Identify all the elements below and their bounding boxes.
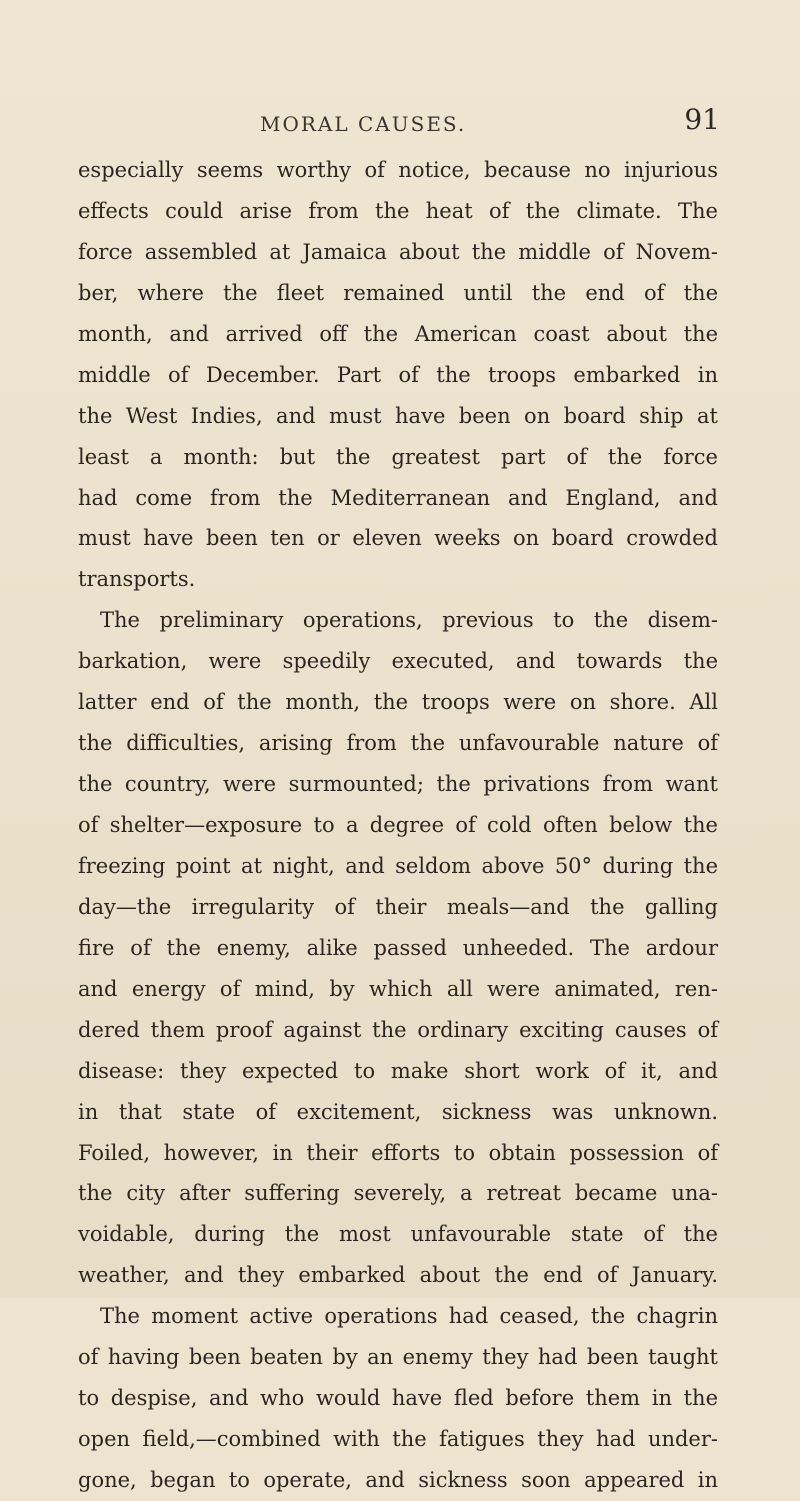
running-header (80, 103, 720, 143)
text-line-30: of having been beaten by an enemy they had been taught (78, 1345, 718, 1370)
text-line-20: fire of the enemy, alike passed unheeded. The ardour (78, 935, 718, 960)
text-line-15: the difficulties, arising from the unfavourable nature of (78, 731, 718, 756)
text-line-28: weather, and they embarked about the end of January. (78, 1263, 718, 1288)
text-line-7: the West Indies, and must have been on board ship at (78, 403, 718, 428)
text-line-23: disease: they expected to make short work of it, and (78, 1058, 718, 1083)
body-text (78, 150, 718, 1501)
text-line-22: dered them proof against the ordinary exciting causes of (78, 1017, 718, 1042)
text-line-27: voidable, during the most unfavourable state of the (78, 1222, 718, 1247)
text-line-2: effects could arise from the heat of the climate. The (78, 198, 718, 223)
text-line-12: The preliminary operations, previous to the disem- (100, 608, 718, 633)
text-line-26: the city after suffering severely, a retreat became una- (78, 1181, 718, 1206)
text-line-29: The moment active operations had ceased, the chagrin (100, 1304, 718, 1329)
text-line-17: of shelter—exposure to a degree of cold often below the (78, 813, 718, 837)
text-line-16: the country, were surmounted; the privations from want (78, 772, 718, 797)
text-line-33: gone, began to operate, and sickness soon appeared in (78, 1468, 718, 1492)
text-line-6: middle of December. Part of the troops embarked in (78, 362, 718, 387)
text-line-9: had come from the Mediterranean and England, and (78, 485, 718, 510)
text-line-25: Foiled, however, in their efforts to obtain possession of (78, 1140, 718, 1165)
text-line-32: open field,—combined with the fatigues they had under- (78, 1427, 718, 1452)
text-line-10: must have been ten or eleven weeks on board crowded (78, 526, 718, 551)
text-line-1: especially seems worthy of notice, because no injurious (78, 158, 718, 182)
text-line-13: barkation, were speedily executed, and towards the (78, 649, 718, 674)
text-line-3: force assembled at Jamaica about the middle of Novem- (78, 239, 718, 264)
text-line-21: and energy of mind, by which all were animated, ren- (78, 976, 718, 1001)
text-line-4: ber, where the fleet remained until the end of the (78, 280, 718, 305)
text-line-31: to despise, and who would have fled before them in the (78, 1386, 718, 1411)
text-line-11: transports. (78, 567, 196, 592)
text-line-5: month, and arrived off the American coast about the (78, 321, 718, 346)
text-line-19: day—the irregularity of their meals—and the galling (78, 894, 718, 919)
header-title: MORAL CAUSES. (260, 112, 467, 136)
text-line-14: latter end of the month, the troops were on shore. All (78, 690, 718, 715)
text-line-24: in that state of excitement, sickness was unknown. (78, 1099, 718, 1124)
text-line-8: least a month: but the greatest part of the force (78, 444, 718, 469)
page-number: 91 (684, 103, 720, 136)
text-line-18: freezing point at night, and seldom above 50° during the (78, 853, 718, 878)
